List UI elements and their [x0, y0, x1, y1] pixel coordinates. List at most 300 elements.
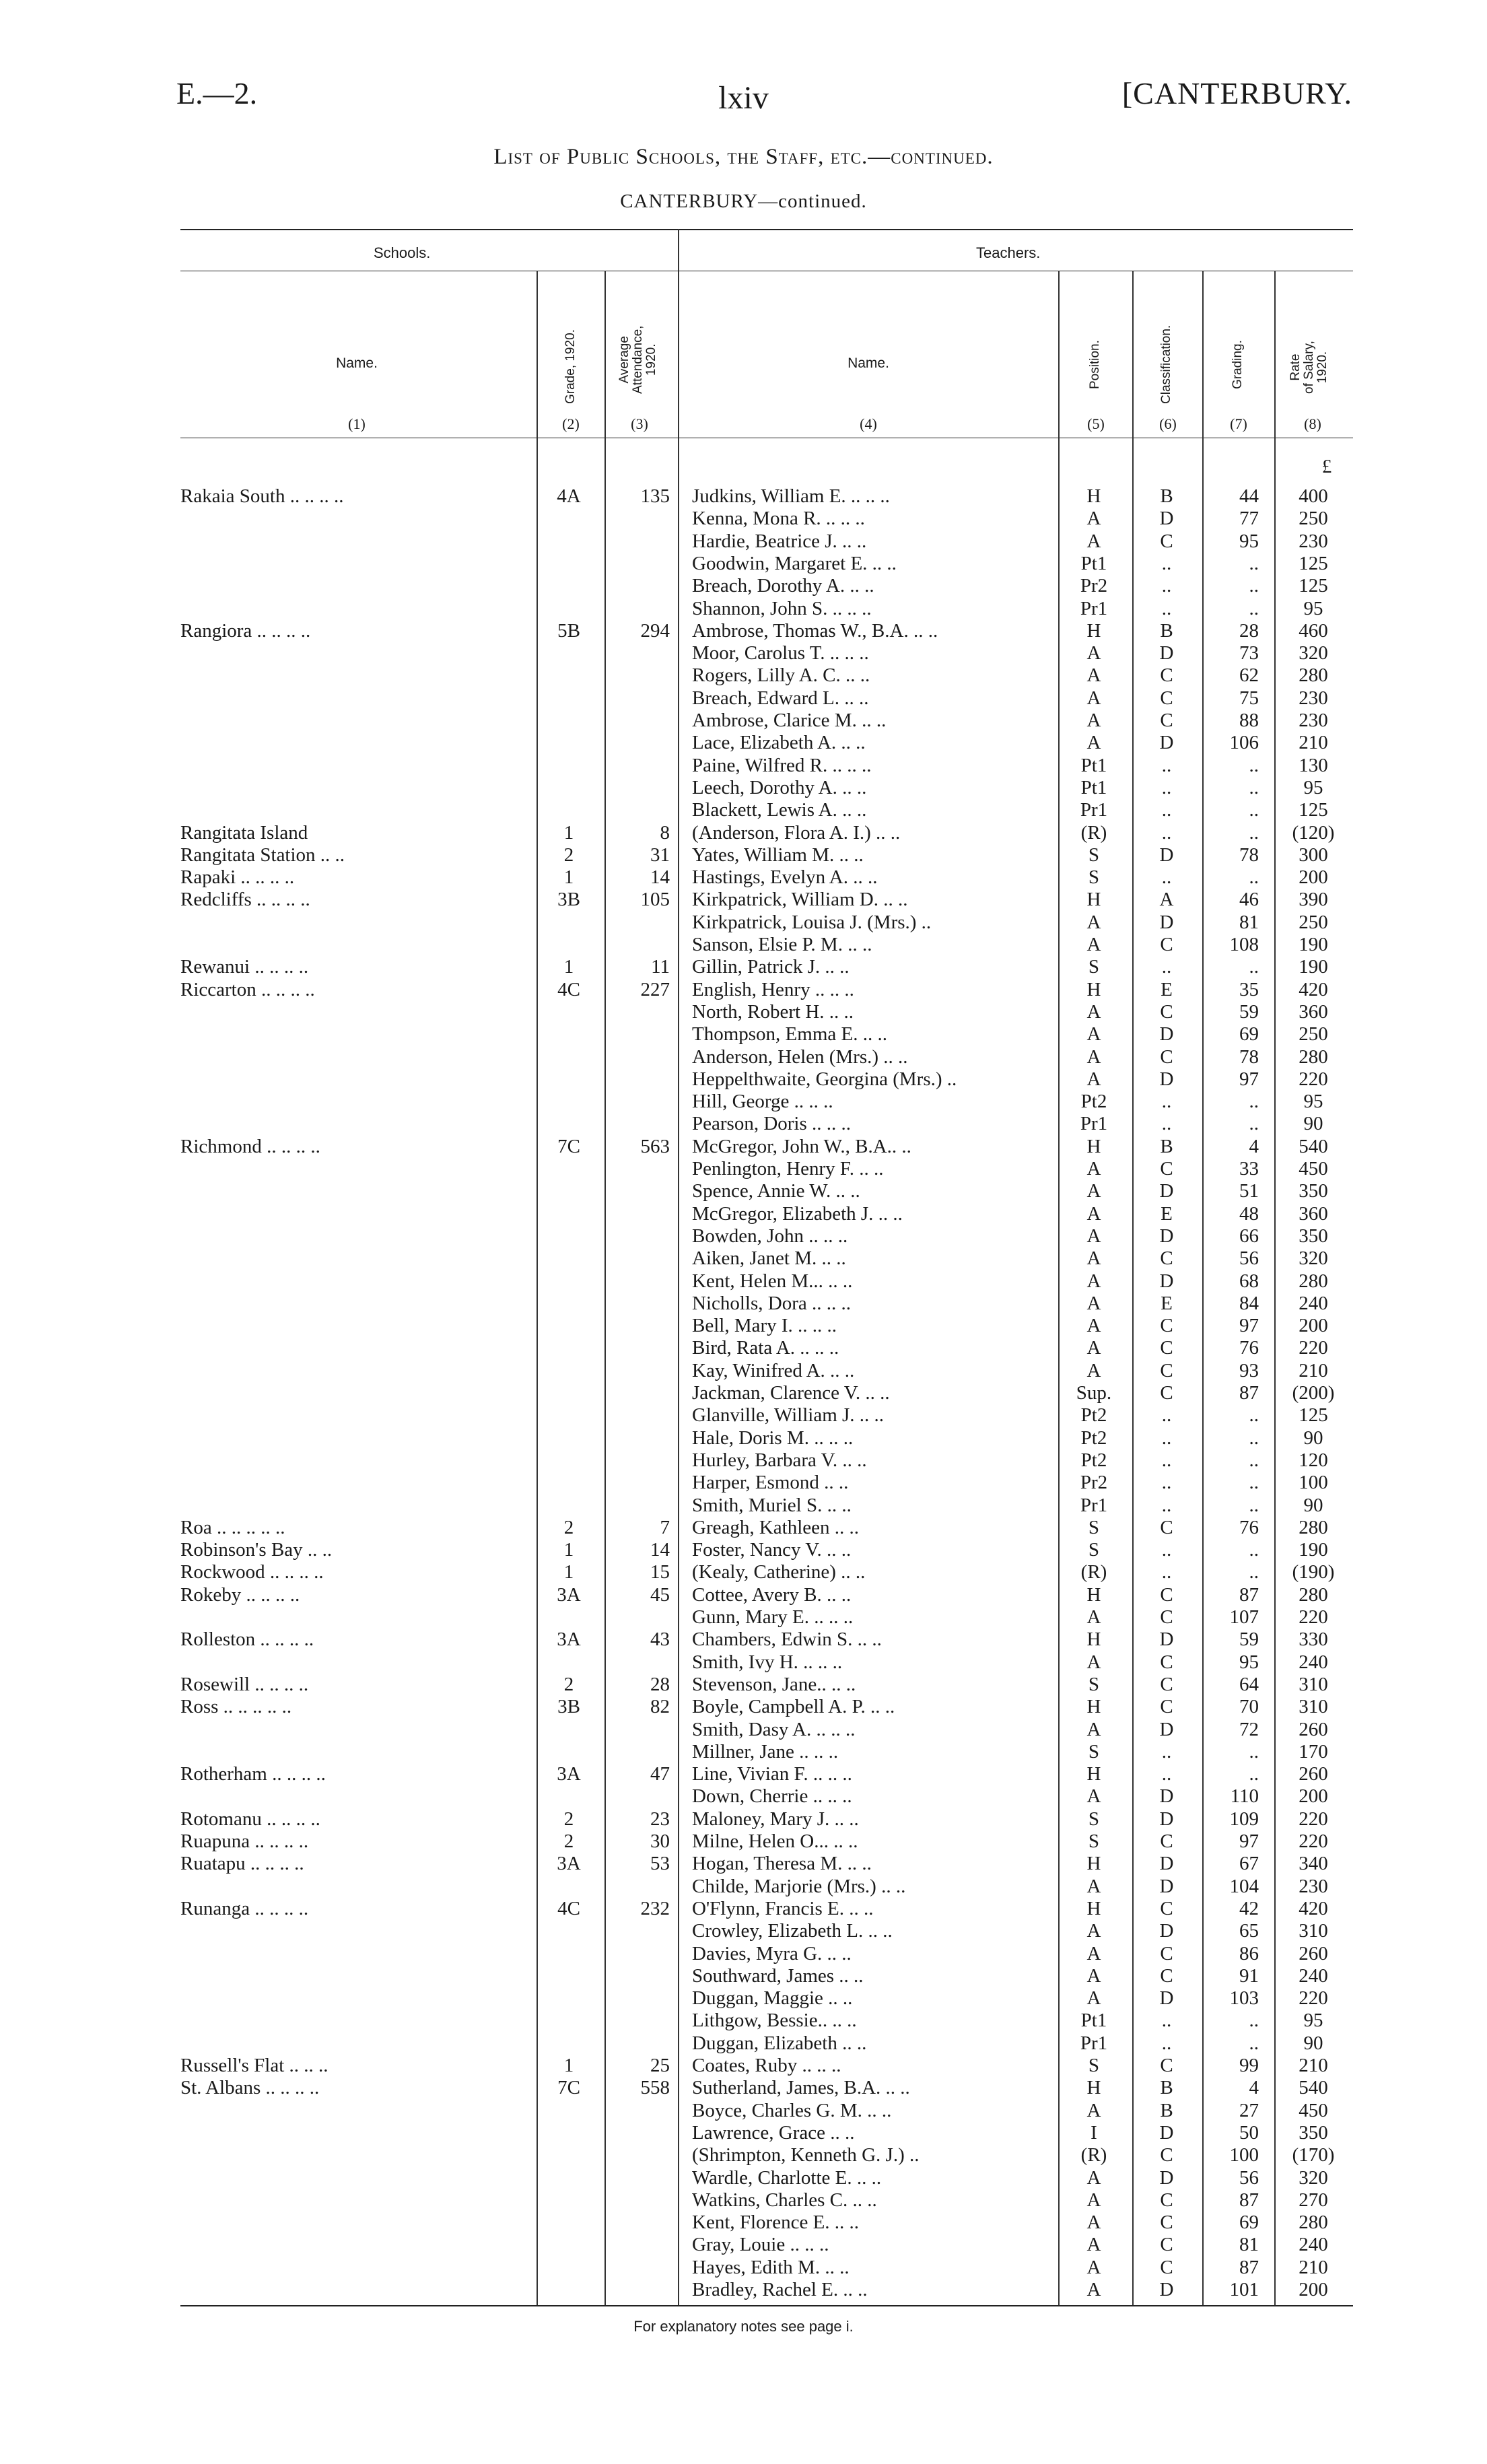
- table-row: [0, 710, 1487, 732]
- teacher-grading: ..: [1249, 2032, 1259, 2054]
- salary-rate: 220: [1299, 1337, 1328, 1359]
- teacher-position: H: [1086, 889, 1101, 910]
- school-name: Rockwood .. .. .. ..: [180, 1561, 324, 1583]
- teacher-position: A: [1086, 1943, 1101, 1964]
- table-row: [0, 1876, 1487, 1898]
- teacher-name-header: Name.: [848, 355, 889, 371]
- teacher-position: A: [1086, 687, 1101, 709]
- salary-rate: 280: [1299, 1517, 1328, 1538]
- teacher-position: A: [1086, 1293, 1101, 1314]
- teacher-classification: D: [1159, 1180, 1174, 1202]
- teacher-classification: C: [1160, 1898, 1173, 1919]
- teacher-name: McGregor, John W., B.A.. ..: [692, 1136, 911, 1157]
- salary-rate: 125: [1299, 575, 1328, 596]
- table-row: [0, 2167, 1487, 2189]
- salary-rate: 220: [1299, 1830, 1328, 1852]
- teacher-grading: 73: [1239, 642, 1259, 664]
- teacher-name: Lawrence, Grace .. ..: [692, 2122, 855, 2144]
- teacher-classification: ..: [1161, 1472, 1172, 1493]
- average-attendance: 294: [640, 620, 670, 642]
- teacher-classification: D: [1159, 642, 1174, 664]
- average-attendance: 15: [650, 1561, 670, 1583]
- teacher-grading: 110: [1230, 1785, 1259, 1807]
- teacher-classification: ..: [1161, 956, 1172, 978]
- table-row: [0, 777, 1487, 799]
- teacher-name: Gillin, Patrick J. .. ..: [692, 956, 850, 978]
- table-row: [0, 1001, 1487, 1023]
- school-name: Rangitata Island: [180, 822, 308, 844]
- salary-rate: 210: [1299, 732, 1328, 753]
- average-attendance: 82: [650, 1696, 670, 1717]
- salary-rate: 280: [1299, 664, 1328, 686]
- average-attendance: 563: [640, 1136, 670, 1157]
- table-row: [0, 1853, 1487, 1875]
- teacher-position: Pt2: [1080, 1427, 1107, 1449]
- teacher-position: S: [1088, 1808, 1100, 1830]
- average-attendance: 43: [650, 1629, 670, 1650]
- table-row: [0, 1091, 1487, 1113]
- teacher-name: Hayes, Edith M. .. ..: [692, 2257, 850, 2278]
- teacher-position: A: [1086, 1046, 1101, 1068]
- teacher-name: Coates, Ruby .. .. ..: [692, 2055, 841, 2076]
- teacher-name: Cottee, Avery B. .. ..: [692, 1584, 852, 1606]
- teacher-position: Pt1: [1080, 553, 1107, 574]
- teacher-name: Smith, Muriel S. .. ..: [692, 1495, 852, 1516]
- document-title: List of Public Schools, the Staff, etc.—continued.: [493, 145, 994, 169]
- teacher-name: Jackman, Clarence V. .. ..: [692, 1382, 890, 1404]
- table-row: [0, 799, 1487, 821]
- teacher-name: Shannon, John S. .. .. ..: [692, 598, 872, 619]
- teacher-position: A: [1086, 1360, 1101, 1381]
- teacher-position: A: [1086, 1180, 1101, 1202]
- school-grade: 5B: [557, 620, 580, 642]
- teacher-position: H: [1086, 1763, 1101, 1785]
- teacher-name: O'Flynn, Francis E. .. ..: [692, 1898, 874, 1919]
- school-name: Rakaia South .. .. .. ..: [180, 485, 344, 507]
- teacher-position: H: [1086, 1696, 1101, 1717]
- teacher-grading: ..: [1249, 1539, 1259, 1561]
- salary-rate: 450: [1299, 2100, 1328, 2121]
- table-row: [0, 2010, 1487, 2032]
- salary-rate: 460: [1299, 620, 1328, 642]
- teacher-name: Boyle, Campbell A. P. .. ..: [692, 1696, 895, 1717]
- teacher-position: A: [1086, 1719, 1101, 1740]
- school-grade: 2: [563, 1674, 574, 1695]
- teacher-name: Judkins, William E. .. .. ..: [692, 485, 890, 507]
- salary-rate: 340: [1299, 1853, 1328, 1874]
- table-row: [0, 1763, 1487, 1785]
- teacher-grading: 95: [1239, 1651, 1259, 1673]
- teacher-position: S: [1088, 1741, 1100, 1763]
- teacher-classification: D: [1159, 2122, 1174, 2144]
- teacher-classification: C: [1160, 1943, 1173, 1964]
- table-row: [0, 1158, 1487, 1180]
- teacher-grading: 67: [1239, 1853, 1259, 1874]
- salary-rate: 230: [1299, 710, 1328, 731]
- teacher-grading: 69: [1239, 1023, 1259, 1045]
- salary-rate: 280: [1299, 1046, 1328, 1068]
- school-grade: 4A: [557, 485, 581, 507]
- teacher-classification: D: [1159, 1068, 1174, 1090]
- average-attendance: 28: [650, 1674, 670, 1695]
- teacher-grading: ..: [1249, 1091, 1259, 1112]
- salary-rate: 240: [1299, 1293, 1328, 1314]
- teacher-grading: 87: [1239, 2257, 1259, 2278]
- teacher-grading: 35: [1239, 979, 1259, 1000]
- salary-rate: 350: [1299, 1180, 1328, 1202]
- school-name-header: Name.: [336, 355, 378, 371]
- teacher-classification: B: [1160, 620, 1173, 642]
- school-grade: 2: [563, 1517, 574, 1538]
- teacher-name: Gray, Louie .. .. ..: [692, 2234, 829, 2255]
- salary-rate: 95: [1303, 777, 1323, 798]
- teacher-classification: C: [1160, 687, 1173, 709]
- school-grade: 1: [563, 1561, 574, 1583]
- salary-rate: 260: [1299, 1943, 1328, 1964]
- teacher-name: Kirkpatrick, Louisa J. (Mrs.) ..: [692, 912, 932, 933]
- table-row: [0, 1495, 1487, 1517]
- teacher-position: A: [1086, 1158, 1101, 1179]
- teacher-name: Greagh, Kathleen .. ..: [692, 1517, 860, 1538]
- teacher-grading: 66: [1239, 1225, 1259, 1247]
- salary-rate: 420: [1299, 1898, 1328, 1919]
- teacher-grading: 46: [1239, 889, 1259, 910]
- teacher-name: Bowden, John .. .. ..: [692, 1225, 848, 1247]
- salary-rate: 200: [1299, 1785, 1328, 1807]
- teacher-name: Kenna, Mona R. .. .. ..: [692, 508, 865, 529]
- teacher-position: A: [1086, 2257, 1101, 2278]
- average-attendance: 14: [650, 1539, 670, 1561]
- teacher-name: Sutherland, James, B.A. .. ..: [692, 2077, 910, 2098]
- teacher-name: Watkins, Charles C. .. ..: [692, 2189, 877, 2211]
- teacher-name: Hale, Doris M. .. .. ..: [692, 1427, 854, 1449]
- footnote: For explanatory notes see page i.: [633, 2318, 854, 2335]
- teacher-grading: 59: [1239, 1629, 1259, 1650]
- teacher-classification: C: [1160, 1606, 1173, 1628]
- salary-rate: 210: [1299, 2257, 1328, 2278]
- teacher-name: Smith, Dasy A. .. .. ..: [692, 1719, 856, 1740]
- classification-header: Classification.: [1159, 324, 1173, 404]
- teachers-group-header: Teachers.: [976, 244, 1041, 261]
- teacher-classification: ..: [1161, 553, 1172, 574]
- table-row: [0, 1830, 1487, 1853]
- teacher-position: Sup.: [1076, 1382, 1112, 1404]
- table-row: [0, 1315, 1487, 1337]
- teacher-name: Crowley, Elizabeth L. .. ..: [692, 1920, 893, 1942]
- school-grade: 1: [563, 822, 574, 844]
- teacher-classification: ..: [1161, 1449, 1172, 1471]
- salary-rate: (120): [1292, 822, 1335, 844]
- teacher-position: Pr1: [1080, 598, 1108, 619]
- teacher-position: A: [1086, 2279, 1101, 2300]
- teacher-position: Pr1: [1080, 2032, 1108, 2054]
- teacher-position: Pt1: [1080, 2010, 1107, 2031]
- teacher-position: Pr1: [1080, 1495, 1108, 1516]
- teacher-classification: ..: [1161, 1495, 1172, 1516]
- teacher-grading: ..: [1249, 1113, 1259, 1134]
- teacher-classification: B: [1160, 2077, 1173, 2098]
- teacher-classification: ..: [1161, 1404, 1172, 1426]
- teacher-classification: C: [1160, 2234, 1173, 2255]
- teacher-name: Duggan, Maggie .. ..: [692, 1987, 853, 2009]
- teacher-position: S: [1088, 1830, 1100, 1852]
- teacher-classification: ..: [1161, 755, 1172, 776]
- teacher-classification: C: [1160, 1584, 1173, 1606]
- teacher-grading: 97: [1239, 1830, 1259, 1852]
- teacher-name: Breach, Dorothy A. .. ..: [692, 575, 874, 596]
- teacher-position: A: [1086, 1270, 1101, 1292]
- average-attendance: 23: [650, 1808, 670, 1830]
- school-name: Ross .. .. .. .. ..: [180, 1696, 292, 1717]
- teacher-name: Heppelthwaite, Georgina (Mrs.) ..: [692, 1068, 957, 1090]
- salary-rate: 450: [1299, 1158, 1328, 1179]
- teacher-name: Lithgow, Bessie.. .. ..: [692, 2010, 857, 2031]
- teacher-name: Kirkpatrick, William D. .. ..: [692, 889, 908, 910]
- teacher-grading: 75: [1239, 687, 1259, 709]
- school-grade: 3A: [557, 1853, 581, 1874]
- salary-rate: 310: [1299, 1674, 1328, 1695]
- teacher-position: H: [1086, 1629, 1101, 1650]
- teacher-classification: C: [1160, 1001, 1173, 1023]
- salary-rate: 300: [1299, 844, 1328, 866]
- teacher-position: H: [1086, 979, 1101, 1000]
- table-row: [0, 642, 1487, 664]
- teacher-grading: 51: [1239, 1180, 1259, 1202]
- table-row: [0, 1517, 1487, 1539]
- teacher-position: A: [1086, 710, 1101, 731]
- teacher-grading: 87: [1239, 1382, 1259, 1404]
- table-row: [0, 2077, 1487, 2099]
- teacher-position: H: [1086, 1136, 1101, 1157]
- school-grade: 7C: [557, 1136, 580, 1157]
- teacher-classification: C: [1160, 1315, 1173, 1336]
- school-name: Rotomanu .. .. .. ..: [180, 1808, 320, 1830]
- salary-rate: 240: [1299, 1965, 1328, 1987]
- salary-rate: 90: [1303, 2032, 1323, 2054]
- school-name: Robinson's Bay .. ..: [180, 1539, 333, 1561]
- teacher-name: Davies, Myra G. .. ..: [692, 1943, 852, 1964]
- column-number: (1): [348, 415, 366, 432]
- teacher-grading: 77: [1239, 508, 1259, 529]
- teacher-classification: D: [1159, 844, 1174, 866]
- teacher-name: Goodwin, Margaret E. .. ..: [692, 553, 897, 574]
- table-row: [0, 1180, 1487, 1202]
- teacher-position: A: [1086, 642, 1101, 664]
- column-number: (4): [860, 415, 877, 432]
- salary-rate: 400: [1299, 485, 1328, 507]
- teacher-classification: C: [1160, 1651, 1173, 1673]
- table-row: [0, 598, 1487, 620]
- teacher-name: Spence, Annie W. .. ..: [692, 1180, 860, 1202]
- salary-rate: 200: [1299, 2279, 1328, 2300]
- teacher-classification: C: [1160, 2212, 1173, 2233]
- average-attendance: 105: [640, 889, 670, 910]
- teacher-classification: D: [1159, 1785, 1174, 1807]
- teacher-grading: 106: [1229, 732, 1259, 753]
- teacher-position: S: [1088, 1539, 1100, 1561]
- school-name: St. Albans .. .. .. ..: [180, 2077, 320, 2098]
- teacher-classification: ..: [1161, 1113, 1172, 1134]
- school-grade: 2: [563, 844, 574, 866]
- teacher-name: North, Robert H. .. ..: [692, 1001, 854, 1023]
- average-attendance: 47: [650, 1763, 670, 1785]
- table-row: [0, 485, 1487, 508]
- teacher-grading: 69: [1239, 2212, 1259, 2233]
- teacher-name: Nicholls, Dora .. .. ..: [692, 1293, 851, 1314]
- table-row: [0, 2212, 1487, 2234]
- teacher-position: A: [1086, 934, 1101, 955]
- salary-rate: 270: [1299, 2189, 1328, 2211]
- salary-rate: 540: [1299, 2077, 1328, 2098]
- average-attendance: 7: [660, 1517, 670, 1538]
- teacher-classification: C: [1160, 1158, 1173, 1179]
- teacher-classification: C: [1160, 1382, 1173, 1404]
- teacher-grading: 48: [1239, 1203, 1259, 1225]
- teacher-position: A: [1086, 2167, 1101, 2189]
- teacher-name: Milne, Helen O... .. ..: [692, 1830, 858, 1852]
- salary-rate: 230: [1299, 687, 1328, 709]
- teacher-name: Leech, Dorothy A. .. ..: [692, 777, 867, 798]
- teacher-name: Penlington, Henry F. .. ..: [692, 1158, 884, 1179]
- school-name: Rolleston .. .. .. ..: [180, 1629, 314, 1650]
- teacher-grading: 27: [1239, 2100, 1259, 2121]
- teacher-classification: ..: [1161, 822, 1172, 844]
- salary-rate: 280: [1299, 1584, 1328, 1606]
- salary-rate: 230: [1299, 1876, 1328, 1897]
- table-row: [0, 1337, 1487, 1359]
- teacher-name: Hastings, Evelyn A. .. ..: [692, 866, 878, 888]
- teacher-grading: ..: [1249, 1404, 1259, 1426]
- table-row: [0, 1270, 1487, 1293]
- salary-rate: 220: [1299, 1808, 1328, 1830]
- teacher-grading: 56: [1239, 1247, 1259, 1269]
- table-row: [0, 1965, 1487, 1987]
- salary-rate: 90: [1303, 1427, 1323, 1449]
- teacher-classification: D: [1159, 2279, 1174, 2300]
- teacher-name: Stevenson, Jane.. .. ..: [692, 1674, 856, 1695]
- teacher-grading: 28: [1239, 620, 1259, 642]
- salary-rate: 390: [1299, 889, 1328, 910]
- teacher-position: A: [1086, 508, 1101, 529]
- table-row: [0, 1606, 1487, 1629]
- teacher-name: Gunn, Mary E. .. .. ..: [692, 1606, 854, 1628]
- teacher-name: Moor, Carolus T. .. .. ..: [692, 642, 869, 664]
- salary-rate: (200): [1292, 1382, 1335, 1404]
- teacher-classification: ..: [1161, 575, 1172, 596]
- teacher-classification: ..: [1161, 799, 1172, 821]
- table-row: [0, 844, 1487, 866]
- teacher-classification: D: [1159, 2167, 1174, 2189]
- teacher-classification: C: [1160, 2189, 1173, 2211]
- table-row: [0, 1696, 1487, 1718]
- table-row: [0, 912, 1487, 934]
- table-row: [0, 1225, 1487, 1247]
- teacher-grading: ..: [1249, 1449, 1259, 1471]
- school-grade: 1: [563, 866, 574, 888]
- teacher-position: A: [1086, 1337, 1101, 1359]
- teacher-classification: C: [1160, 2144, 1173, 2166]
- teacher-position: A: [1086, 1023, 1101, 1045]
- teacher-name: Bradley, Rachel E. .. ..: [692, 2279, 868, 2300]
- salary-rate: 95: [1303, 2010, 1323, 2031]
- teacher-grading: ..: [1249, 799, 1259, 821]
- school-grade: 4C: [557, 979, 580, 1000]
- teacher-name: Chambers, Edwin S. .. ..: [692, 1629, 882, 1650]
- teacher-grading: 56: [1239, 2167, 1259, 2189]
- teacher-grading: ..: [1249, 1427, 1259, 1449]
- salary-rate: 100: [1299, 1472, 1328, 1493]
- teacher-classification: C: [1160, 1965, 1173, 1987]
- table-row: [0, 2055, 1487, 2077]
- grading-header: Grading.: [1231, 340, 1245, 389]
- teacher-grading: 97: [1239, 1315, 1259, 1336]
- teacher-classification: C: [1160, 664, 1173, 686]
- school-grade: 3A: [557, 1763, 581, 1785]
- table-row: [0, 1360, 1487, 1382]
- teacher-grading: 103: [1229, 1987, 1259, 2009]
- teacher-classification: ..: [1161, 598, 1172, 619]
- table-row: [0, 1561, 1487, 1583]
- salary-rate: (170): [1292, 2144, 1335, 2166]
- teacher-grading: ..: [1249, 1763, 1259, 1785]
- table-row: [0, 1247, 1487, 1270]
- teacher-name: Smith, Ivy H. .. .. ..: [692, 1651, 843, 1673]
- teacher-classification: E: [1161, 1293, 1173, 1314]
- teacher-grading: 86: [1239, 1943, 1259, 1964]
- school-name: Rotherham .. .. .. ..: [180, 1763, 326, 1785]
- teacher-name: Maloney, Mary J. .. ..: [692, 1808, 859, 1830]
- salary-rate: 90: [1303, 1495, 1323, 1516]
- teacher-grading: 4: [1249, 1136, 1259, 1157]
- page-number: lxiv: [718, 80, 769, 116]
- table-row: [0, 1785, 1487, 1808]
- teacher-name: Down, Cherrie .. .. ..: [692, 1785, 852, 1807]
- teacher-classification: C: [1160, 934, 1173, 955]
- teacher-grading: ..: [1249, 822, 1259, 844]
- school-grade: 3B: [557, 889, 580, 910]
- teacher-name: Breach, Edward L. .. ..: [692, 687, 869, 709]
- table-row: [0, 2032, 1487, 2055]
- teacher-classification: C: [1160, 1674, 1173, 1695]
- table-row: [0, 1136, 1487, 1158]
- teacher-classification: ..: [1161, 1741, 1172, 1763]
- table-row: [0, 866, 1487, 889]
- salary-header: Rate of Salary, 1920.: [1288, 341, 1329, 394]
- school-name: Rokeby .. .. .. ..: [180, 1584, 300, 1606]
- teacher-position: A: [1086, 2212, 1101, 2233]
- table-bottom-rule: [180, 2305, 1353, 2306]
- teacher-name: Millner, Jane .. .. ..: [692, 1741, 839, 1763]
- school-grade: 3A: [557, 1584, 581, 1606]
- teacher-grading: ..: [1249, 755, 1259, 776]
- teacher-grading: 84: [1239, 1293, 1259, 1314]
- teacher-name: Bell, Mary I. .. .. ..: [692, 1315, 837, 1336]
- teacher-grading: 81: [1239, 912, 1259, 933]
- teacher-position: A: [1086, 1785, 1101, 1807]
- teacher-classification: D: [1159, 1629, 1174, 1650]
- average-attendance: 31: [650, 844, 670, 866]
- teacher-position: S: [1088, 1517, 1100, 1538]
- teacher-classification: ..: [1161, 1091, 1172, 1112]
- table-row: [0, 822, 1487, 844]
- teacher-classification: ..: [1161, 777, 1172, 798]
- section-ref: [CANTERBURY.: [1121, 76, 1352, 110]
- teacher-position: Pt2: [1080, 1091, 1107, 1112]
- school-name: Runanga .. .. .. ..: [180, 1898, 309, 1919]
- table-row: [0, 1449, 1487, 1472]
- table-row: [0, 553, 1487, 575]
- teacher-position: A: [1086, 2100, 1101, 2121]
